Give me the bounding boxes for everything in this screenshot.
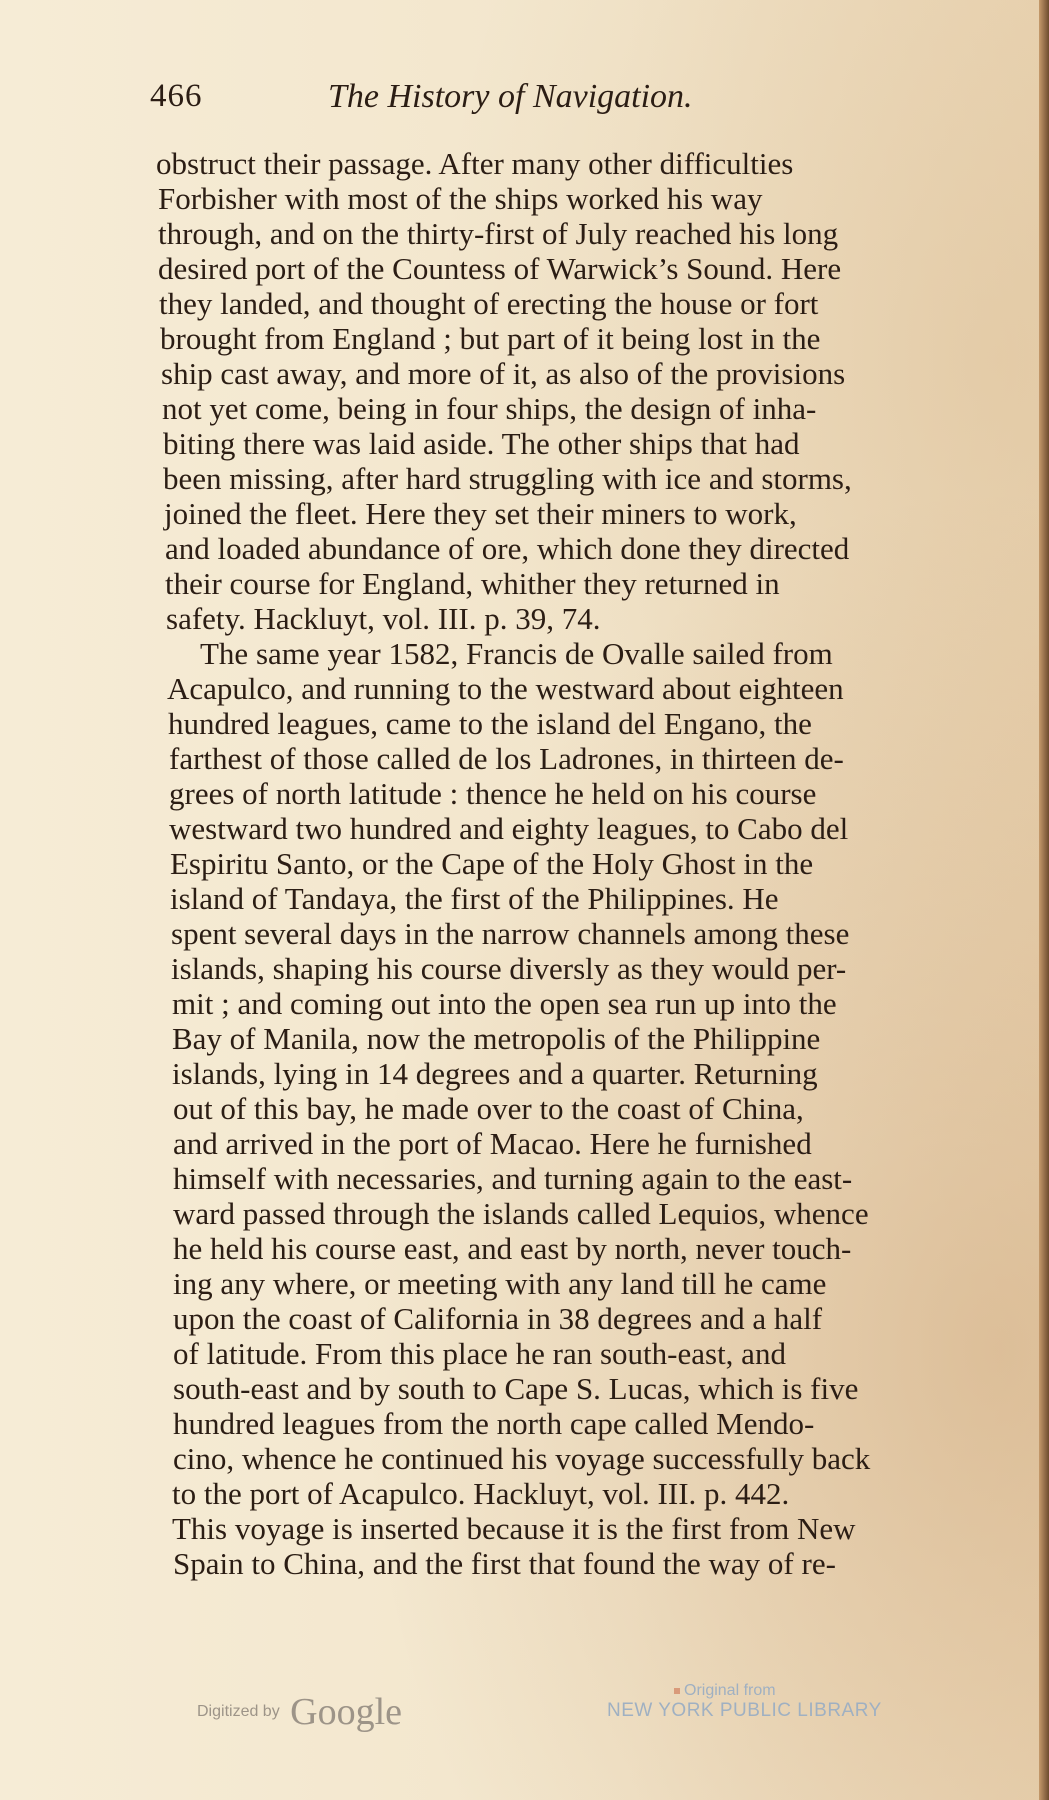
body-text bbox=[156, 146, 945, 1581]
text-line: through, and on the thirty-first of July reached his long bbox=[158, 216, 839, 251]
page-header bbox=[150, 78, 930, 128]
text-line: ship cast away, and more of it, as also of the provisions bbox=[161, 356, 846, 391]
text-line: hundred leagues from the north cape called Mendo- bbox=[173, 1406, 815, 1441]
text-line: and arrived in the port of Macao. Here he furnished bbox=[173, 1126, 812, 1161]
running-title: The History of Navigation. bbox=[328, 78, 693, 115]
text-line: upon the coast of California in 38 degrees and a half bbox=[173, 1301, 823, 1336]
text-line: Espiritu Santo, or the Cape of the Holy Ghost in the bbox=[170, 846, 814, 881]
text-line: himself with necessaries, and turning again to the east- bbox=[173, 1161, 853, 1196]
digitized-by-label: Digitized by bbox=[197, 1703, 280, 1720]
text-line: brought from England ; but part of it being lost in the bbox=[160, 321, 821, 356]
digitized-by-watermark bbox=[197, 1690, 402, 1734]
text-line: ward passed through the islands called Lequios, whence bbox=[173, 1196, 869, 1231]
text-line: Forbisher with most of the ships worked his way bbox=[158, 181, 763, 216]
text-line: spent several days in the narrow channels among these bbox=[171, 916, 850, 951]
text-line: ing any where, or meeting with any land till he came bbox=[173, 1266, 827, 1301]
text-line: been missing, after hard struggling with ice and storms, bbox=[163, 461, 852, 496]
text-line: Spain to China, and the first that found the way of re- bbox=[173, 1546, 836, 1581]
original-from-watermark bbox=[607, 1682, 882, 1722]
page-number: 466 bbox=[150, 78, 203, 114]
text-line: This voyage is inserted because it is the first from New bbox=[172, 1511, 856, 1546]
text-line: he held his course east, and east by north, never touch- bbox=[173, 1231, 852, 1266]
text-line: and loaded abundance of ore, which done they directed bbox=[165, 531, 850, 566]
text-line: not yet come, being in four ships, the design of inha- bbox=[162, 391, 817, 426]
text-line: island of Tandaya, the first of the Philippines. He bbox=[170, 881, 779, 916]
text-line: joined the fleet. Here they set their miners to work, bbox=[164, 496, 797, 531]
text-line: cino, whence he continued his voyage successfully back bbox=[173, 1441, 871, 1476]
arrow-icon bbox=[674, 1688, 680, 1694]
original-from-label: Original from bbox=[674, 1682, 882, 1700]
text-line: mit ; and coming out into the open sea run up into the bbox=[172, 986, 837, 1021]
text-line: hundred leagues, came to the island del Engano, the bbox=[168, 706, 812, 741]
text-line: to the port of Acapulco. Hackluyt, vol. III. p. 442. bbox=[172, 1476, 790, 1511]
page-edge bbox=[1039, 0, 1049, 1800]
text-line: The same year 1582, Francis de Ovalle sailed from bbox=[200, 636, 833, 671]
text-line: Acapulco, and running to the westward about eighteen bbox=[167, 671, 844, 706]
google-logo: Google bbox=[290, 1691, 403, 1733]
text-line: islands, lying in 14 degrees and a quarter. Returning bbox=[172, 1056, 818, 1091]
text-line: Bay of Manila, now the metropolis of the Philippine bbox=[172, 1021, 821, 1056]
text-line: south-east and by south to Cape S. Lucas, which is five bbox=[173, 1371, 859, 1406]
library-name: NEW YORK PUBLIC LIBRARY bbox=[607, 1700, 882, 1721]
text-line: of latitude. From this place he ran south-east, and bbox=[173, 1336, 786, 1371]
text-line: they landed, and thought of erecting the house or fort bbox=[159, 286, 819, 321]
text-line: their course for England, whither they returned in bbox=[165, 566, 780, 601]
text-line: out of this bay, he made over to the coast of China, bbox=[173, 1091, 804, 1126]
text-line: westward two hundred and eighty leagues, to Cabo del bbox=[169, 811, 849, 846]
text-line: desired port of the Countess of Warwick’s Sound. Here bbox=[158, 251, 842, 286]
text-line: grees of north latitude : thence he held on his course bbox=[169, 776, 817, 811]
text-line: obstruct their passage. After many other difficulties bbox=[156, 146, 794, 181]
text-line: islands, shaping his course diversly as they would per- bbox=[171, 951, 847, 986]
text-line: biting there was laid aside. The other ships that had bbox=[163, 426, 800, 461]
text-line: safety. Hackluyt, vol. III. p. 39, 74. bbox=[166, 601, 601, 636]
text-line: farthest of those called de los Ladrones, in thirteen de- bbox=[169, 741, 844, 776]
